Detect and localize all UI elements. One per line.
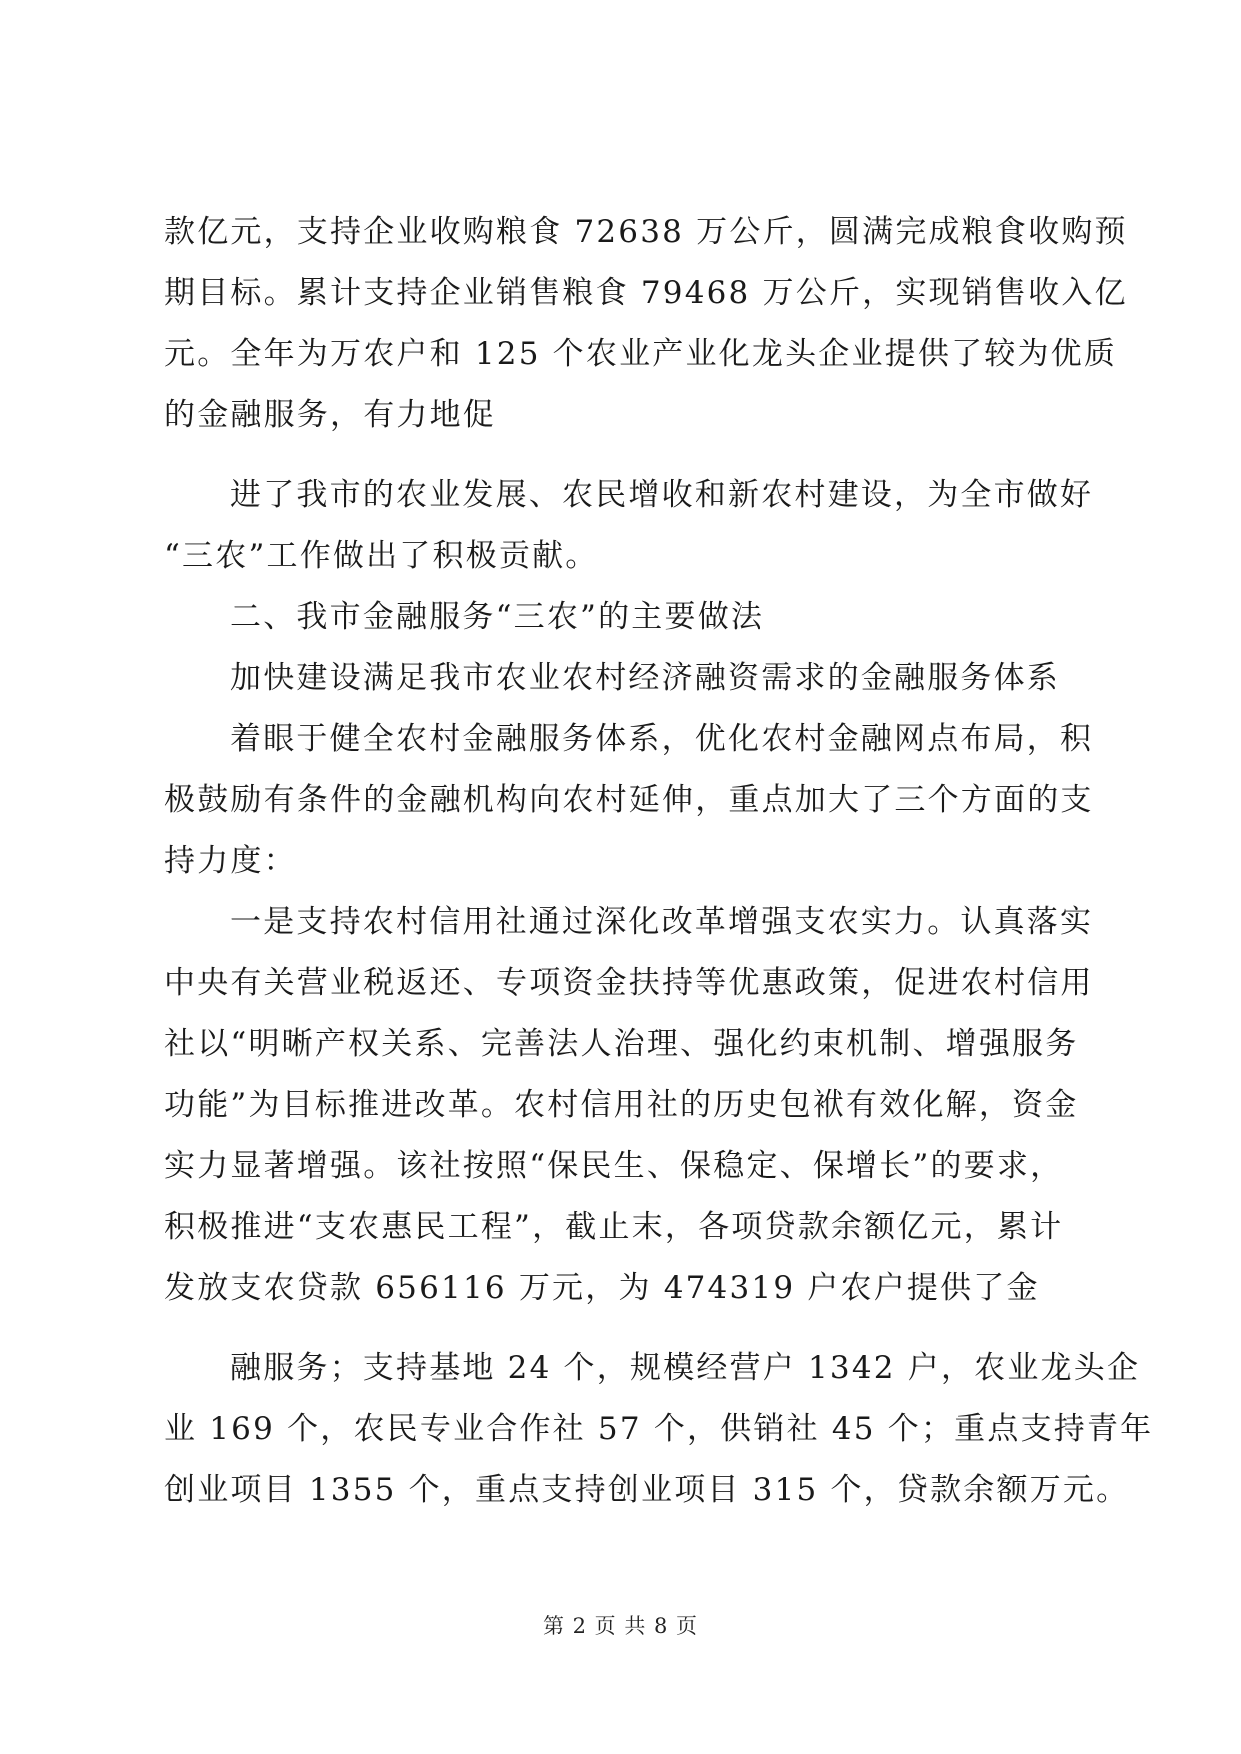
paragraph-first-line: 进了我市的农业发展、农民增收和新农村建设，为全市做好 [230, 477, 1094, 513]
text-line: 创业项目 1355 个，重点支持创业项目 315 个，贷款余额万元。 [164, 1472, 1130, 1508]
text-line: 实力显著增强。该社按照“保民生、保稳定、保增长”的要求， [164, 1148, 1064, 1184]
text-line: “三农”工作做出了积极贡献。 [164, 538, 599, 574]
text-line: 功能”为目标推进改革。农村信用社的历史包袱有效化解，资金 [164, 1087, 1079, 1123]
paragraph-first-line: 一是支持农村信用社通过深化改革增强支农实力。认真落实 [230, 904, 1094, 940]
text-line: 极鼓励有条件的金融机构向农村延伸，重点加大了三个方面的支 [164, 782, 1094, 818]
text-line: 款亿元，支持企业收购粮食 72638 万公斤，圆满完成粮食收购预 [164, 214, 1128, 250]
text-line: 持力度： [164, 843, 297, 879]
text-line: 发放支农贷款 656116 万元，为 474319 户农户提供了金 [164, 1270, 1040, 1306]
paragraph-first-line: 融服务；支持基地 24 个，规模经营户 1342 户，农业龙头企 [230, 1350, 1141, 1386]
text-line: 的金融服务，有力地促 [164, 397, 496, 433]
subsection-heading: 加快建设满足我市农业农村经济融资需求的金融服务体系 [230, 660, 1060, 696]
page-number-footer: 第 2 页 共 8 页 [542, 1614, 699, 1638]
text-line: 元。全年为万农户和 125 个农业产业化龙头企业提供了较为优质 [164, 336, 1118, 372]
text-line: 业 169 个，农民专业合作社 57 个，供销社 45 个；重点支持青年 [164, 1411, 1154, 1447]
text-line: 期目标。累计支持企业销售粮食 79468 万公斤，实现销售收入亿 [164, 275, 1128, 311]
text-line: 积极推进“支农惠民工程”，截止末，各项贷款余额亿元，累计 [164, 1209, 1064, 1245]
paragraph-first-line: 着眼于健全农村金融服务体系，优化农村金融网点布局，积 [230, 721, 1094, 757]
text-line: 社以“明晰产权关系、完善法人治理、强化约束机制、增强服务 [164, 1026, 1079, 1062]
text-line: 中央有关营业税返还、专项资金扶持等优惠政策，促进农村信用 [164, 965, 1094, 1001]
section-heading: 二、我市金融服务“三农”的主要做法 [230, 599, 765, 635]
